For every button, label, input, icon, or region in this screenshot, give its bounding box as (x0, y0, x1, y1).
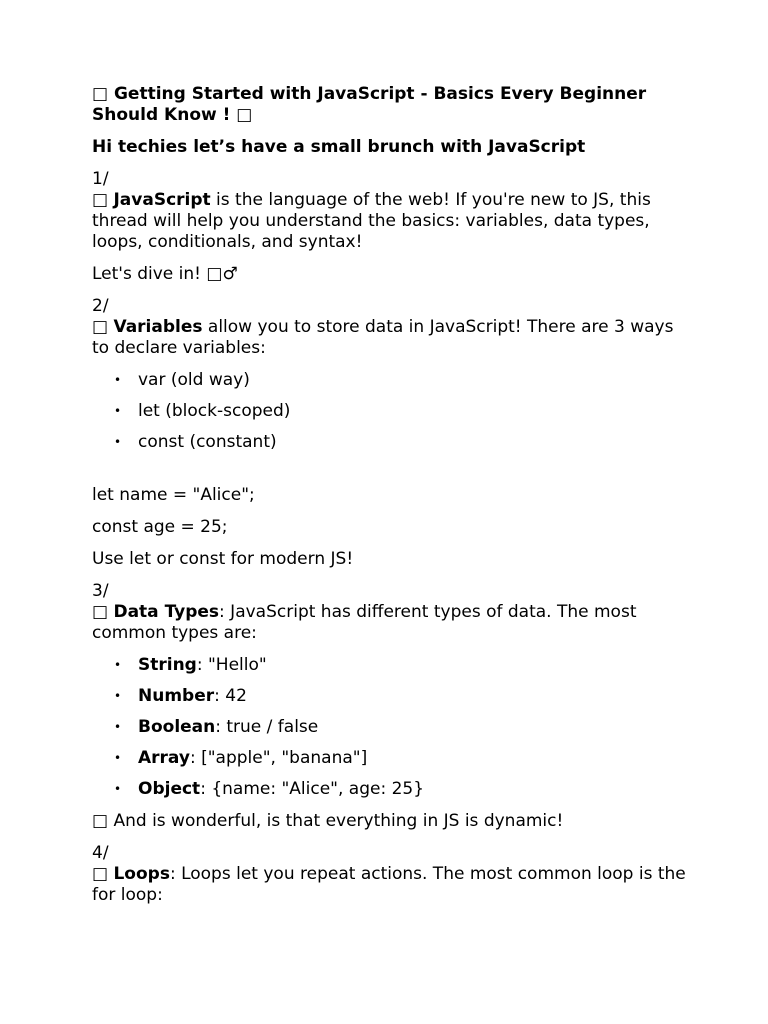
term-bold: JavaScript (113, 190, 211, 210)
type-name: Boolean (138, 717, 216, 737)
type-name: Number (138, 686, 215, 706)
list-item: • const (constant) (138, 432, 692, 453)
type-example: : ["apple", "banana"] (189, 748, 368, 768)
list-item (138, 686, 692, 707)
page-title: □ Getting Started with JavaScript - Basics Every Beginner Should Know ! □ (92, 84, 647, 125)
type-name: Array (138, 748, 190, 768)
section-number: 4/ (92, 843, 109, 863)
list-item (138, 779, 692, 800)
section-1-intro (92, 169, 692, 253)
section-number: 1/ (92, 169, 109, 189)
type-example: : 42 (214, 686, 247, 706)
list-item: • let (block-scoped) (138, 401, 692, 422)
section-4-intro (92, 843, 692, 906)
term-bold: Loops (113, 864, 170, 884)
list-item (138, 717, 692, 738)
code-line: let name = "Alice"; (92, 485, 255, 505)
list-item (138, 655, 692, 676)
section-text: : Loops let you repeat actions. The most common loop is the for loop: (92, 864, 686, 905)
dive-in-text: Let's dive in! □♂ (92, 264, 238, 284)
page-subtitle: Hi techies let’s have a small brunch with JavaScript (92, 137, 586, 157)
section-text: : JavaScript has different types of data. The most common types are: (92, 602, 637, 643)
type-name: Object (138, 779, 201, 799)
section-number: 3/ (92, 581, 109, 601)
data-type-list (92, 655, 692, 800)
emoji-icon: □ (92, 317, 109, 337)
type-example: : {name: "Alice", age: 25} (200, 779, 425, 799)
type-name: String (138, 655, 197, 675)
section-2-intro (92, 296, 692, 359)
section-3-intro (92, 581, 692, 644)
variable-keyword-list (92, 370, 692, 453)
section-text: is the language of the web! If you're new to JS, this thread will help you understand the basics: variables, data types, loops, conditionals, and syntax! (92, 190, 651, 252)
list-item (138, 748, 692, 769)
term-bold: Data Types (113, 602, 220, 622)
term-bold: Variables (113, 317, 203, 337)
emoji-icon: □ (92, 190, 109, 210)
code-line: const age = 25; (92, 517, 228, 537)
emoji-icon: □ (92, 864, 109, 884)
document-page (92, 84, 692, 917)
section-number: 2/ (92, 296, 109, 316)
list-item: • var (old way) (138, 370, 692, 391)
section-text: allow you to store data in JavaScript! There are 3 ways to declare variables: (92, 317, 674, 358)
emoji-icon: □ (92, 602, 109, 622)
type-example: : "Hello" (196, 655, 267, 675)
type-example: : true / false (215, 717, 319, 737)
section-note: □ And is wonderful, is that everything in JS is dynamic! (92, 811, 564, 831)
section-note: Use let or const for modern JS! (92, 549, 354, 569)
